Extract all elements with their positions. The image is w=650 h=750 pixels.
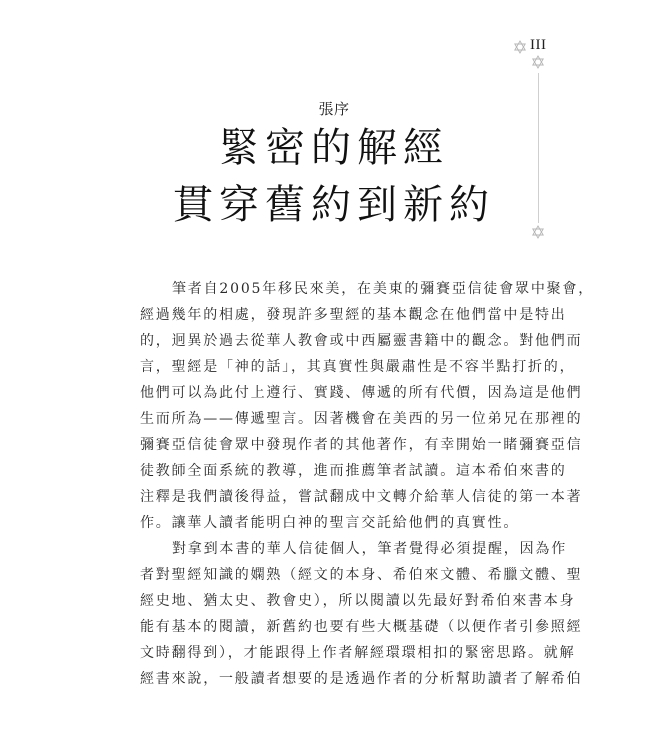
paragraph-2-line: 經書來說，一般讀者想要的是透過作者的分析幫助讀者了解希伯 bbox=[140, 671, 583, 687]
paragraph-1-line: 徒教師全面系統的教導，進而推薦筆者試讀。這本希伯來書的 bbox=[140, 463, 567, 479]
chapter-title-line-1: 緊密的解經 bbox=[219, 125, 449, 171]
paragraph-1-line: 的，迥異於過去從華人教會或中西屬靈書籍中的觀念。對他們而 bbox=[140, 333, 583, 349]
chapter-title-line-2: 貫穿舊約到新約 bbox=[173, 182, 495, 228]
paragraph-2-line: 能有基本的閱讀，新舊約也要有些大概基礎（以便作者引參照經 bbox=[140, 619, 583, 635]
star-of-david-icon bbox=[531, 225, 545, 239]
paragraph-1-line: 生而所為——傳遞聖言。因著機會在美西的另一位弟兄在那裡的 bbox=[140, 411, 583, 427]
paragraph-2-line: 文時翻得到），才能跟得上作者解經環環相扣的緊密思路。就解 bbox=[140, 645, 576, 661]
star-of-david-icon bbox=[513, 40, 527, 54]
paragraph-2-line: 經史地、猶太史、教會史），所以閱讀以先最好對希伯來書本身 bbox=[140, 593, 576, 609]
paragraph-1-line: 言，聖經是「神的話」，其真實性與嚴肅性是不容半點打折的， bbox=[140, 359, 576, 375]
preface-author-label: 張序 bbox=[318, 100, 350, 118]
paragraph-2-line: 對拿到本書的華人信徒個人，筆者覺得必須提醒，因為作 bbox=[172, 541, 567, 557]
paragraph-1-line: 作。讓華人讀者能明白神的聖言交託給他們的真實性。 bbox=[140, 515, 520, 531]
body-text bbox=[140, 276, 595, 692]
paragraph-1-line: 他們可以為此付上遵行、實踐、傳遞的所有代價，因為這是他們 bbox=[140, 385, 583, 401]
paragraph-1-line: 筆者自2005年移民來美，在美東的彌賽亞信徒會眾中聚會， bbox=[172, 281, 595, 297]
paragraph-1-line: 注釋是我們讀後得益，嘗試翻成中文轉介給華人信徒的第一本著 bbox=[140, 489, 583, 505]
page-number: III bbox=[530, 37, 547, 53]
paragraph-1-line: 彌賽亞信徒會眾中發現作者的其他著作，有幸開始一睹彌賽亞信 bbox=[140, 437, 583, 453]
star-of-david-icon bbox=[531, 55, 545, 69]
paragraph-2-line: 者對聖經知識的嫻熟（經文的本身、希伯來文體、希臘文體、聖 bbox=[140, 567, 583, 583]
paragraph-1-line: 經過幾年的相處，發現許多聖經的基本觀念在他們當中是特出 bbox=[140, 307, 567, 323]
